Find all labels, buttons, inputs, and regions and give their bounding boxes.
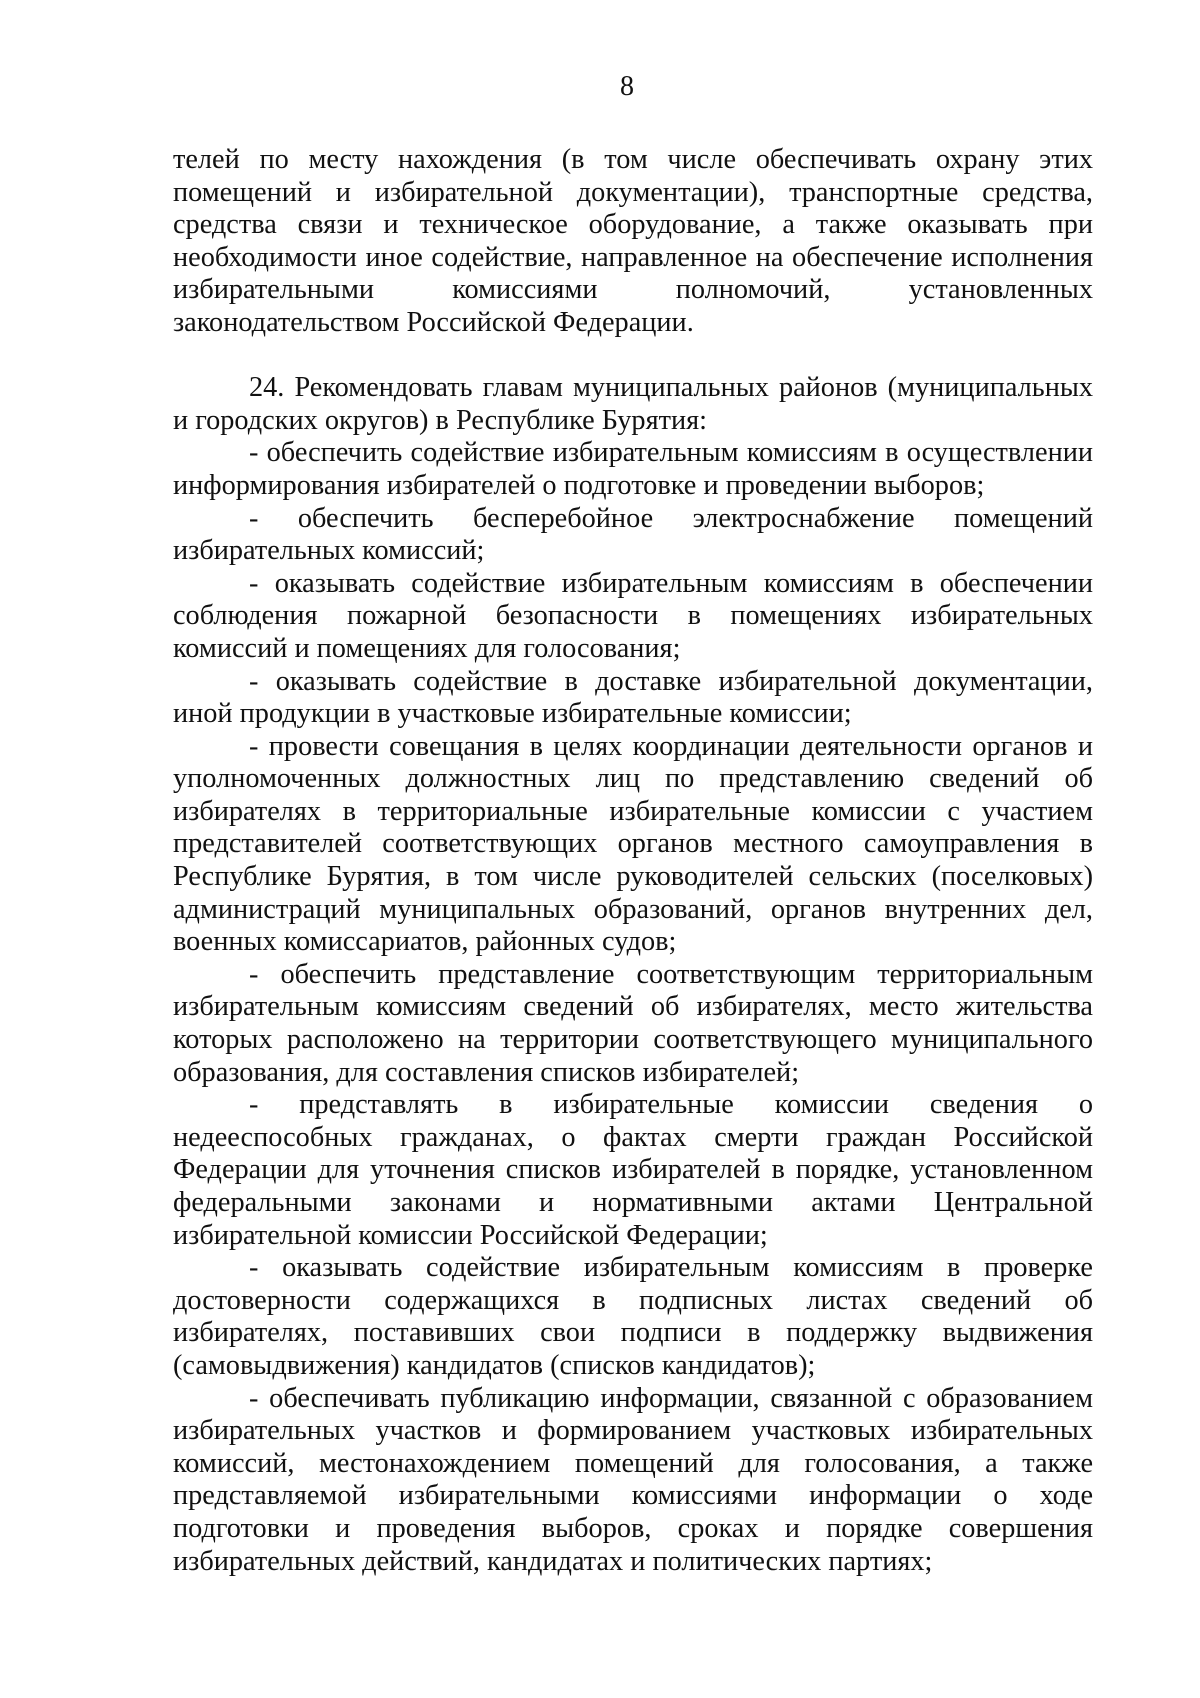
- bullet-item: - обеспечить содействие избирательным комиссиям в осуществлении информирования избирателей о подготовке и проведении выборов;: [173, 437, 1093, 501]
- continuation-paragraph: телей по месту нахождения (в том числе обеспечивать охрану этих помещений и избирательной документации), транспортные средства, средства связи и техническое оборудование, а также оказывать при необходимости иное содействие, направленное на обеспечение исполнения избирательными комиссиями полномочий, установленных законодательством Российской Федерации.: [173, 144, 1093, 338]
- bullet-item: - оказывать содействие избирательным комиссиям в обеспечении соблюдения пожарной безопасности в помещениях избирательных комиссий и помещениях для голосования;: [173, 567, 1093, 664]
- bullet-item: - представлять в избирательные комиссии сведения о недееспособных гражданах, о фактах смерти граждан Российской Федерации для уточнения списков избирателей в порядке, установленном федеральными законами и нормативными актами Центральной избирательной комиссии Российской Федерации;: [173, 1089, 1093, 1251]
- bullet-item: - обеспечивать публикацию информации, связанной с образованием избирательных участков и формированием участковых избирательных комиссий, местонахождением помещений для голосования, а также представляемой избирательными комиссиями информации о ходе подготовки и проведения выборов, сроках и порядке совершения избирательных действий, кандидатах и политических партиях;: [173, 1382, 1093, 1577]
- bullet-item: - оказывать содействие в доставке избирательной документации, иной продукции в участковые избирательные комиссии;: [173, 665, 1093, 730]
- page-number: 8: [620, 71, 634, 102]
- item-24-heading: 24. Рекомендовать главам муниципальных районов (муниципальных и городских округов) в Республике Бурятия:: [173, 372, 1093, 436]
- bullet-item: - оказывать содействие избирательным комиссиям в проверке достоверности содержащихся в подписных листах сведений об избирателях, поставивших свои подписи в поддержку выдвижения (самовыдвижения) кандидатов (списков кандидатов);: [173, 1252, 1093, 1381]
- document-body: [173, 144, 1093, 1578]
- bullet-item: - обеспечить представление соответствующим территориальным избирательным комиссиям сведений об избирателях, место жительства которых расположено на территории соответствующего муниципального образования, для составления списков избирателей;: [173, 958, 1093, 1088]
- bullet-item: - обеспечить бесперебойное электроснабжение помещений избирательных комиссий;: [173, 502, 1093, 567]
- bullet-item: - провести совещания в целях координации деятельности органов и уполномоченных должностных лиц по представлению сведений об избирателях в территориальные избирательные комиссии с участием представителей соответствующих органов местного самоуправления в Республике Бурятия, в том числе руководителей сельских (поселковых) администраций муниципальных образований, органов внутренних дел, военных комиссариатов, районных судов;: [173, 730, 1093, 958]
